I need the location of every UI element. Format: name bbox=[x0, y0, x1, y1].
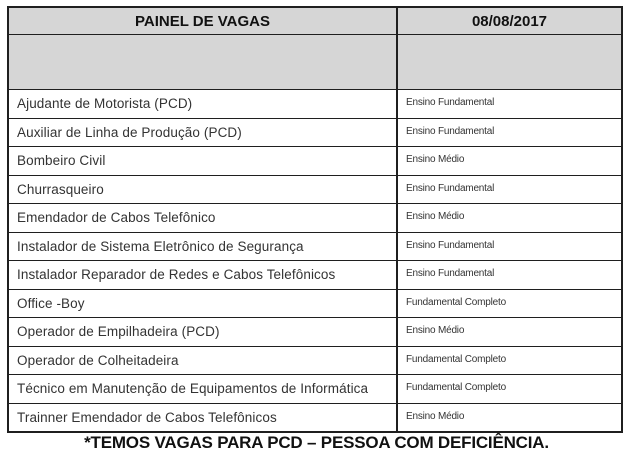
job-title-cell: Trainner Emendador de Cabos Telefônicos bbox=[9, 404, 398, 432]
requirement-cell: Fundamental Completo bbox=[406, 382, 506, 393]
table-row bbox=[9, 260, 621, 289]
job-title-cell: Instalador Reparador de Redes e Cabos Telefônicos bbox=[9, 261, 398, 289]
table-row bbox=[9, 289, 621, 318]
table-row bbox=[9, 232, 621, 261]
requirement-cell: Ensino Fundamental bbox=[406, 268, 495, 279]
requirement-cell: Fundamental Completo bbox=[406, 353, 506, 365]
table-header-date: 08/08/2017 bbox=[471, 12, 548, 30]
pcd-footnote: *TEMOS VAGAS PARA PCD – PESSOA COM DEFICIÊNCIA. bbox=[84, 433, 549, 452]
requirement-cell: Ensino Médio bbox=[406, 325, 465, 336]
spacer-cell-right bbox=[398, 35, 621, 89]
job-title-cell: Técnico em Manutenção de Equipamentos de Informática bbox=[9, 375, 398, 403]
spacer-cell-left bbox=[9, 35, 398, 89]
table-row bbox=[9, 146, 621, 175]
table-header-title: PAINEL DE VAGAS bbox=[9, 8, 398, 34]
job-title-cell: Churrasqueiro bbox=[9, 176, 398, 204]
job-title-cell: Auxiliar de Linha de Produção (PCD) bbox=[9, 119, 398, 147]
job-title-cell: Instalador de Sistema Eletrônico de Segurança bbox=[9, 233, 398, 261]
requirement-cell: Ensino Médio bbox=[406, 410, 465, 422]
job-title-cell: Operador de Empilhadeira (PCD) bbox=[9, 318, 398, 346]
job-title-cell: Emendador de Cabos Telefônico bbox=[9, 204, 398, 232]
job-title-cell: Office -Boy bbox=[9, 290, 398, 318]
requirement-cell: Ensino Médio bbox=[406, 154, 465, 165]
table-row bbox=[9, 203, 621, 232]
requirement-cell: Ensino Fundamental bbox=[406, 125, 495, 137]
table-row bbox=[9, 118, 621, 147]
job-title-cell: Bombeiro Civil bbox=[9, 147, 398, 175]
job-title-cell: Ajudante de Motorista (PCD) bbox=[9, 90, 398, 118]
table-row bbox=[9, 175, 621, 204]
table-spacer-row bbox=[9, 34, 621, 89]
job-title-cell: Operador de Colheitadeira bbox=[9, 347, 398, 375]
requirement-cell: Fundamental Completo bbox=[406, 296, 506, 308]
requirement-cell: Ensino Fundamental bbox=[406, 97, 495, 108]
table-row bbox=[9, 403, 621, 432]
requirement-cell: Ensino Fundamental bbox=[406, 182, 495, 194]
requirement-cell: Ensino Fundamental bbox=[406, 239, 495, 251]
table-row bbox=[9, 346, 621, 375]
table-row bbox=[9, 317, 621, 346]
table-row bbox=[9, 89, 621, 118]
table-header-row bbox=[9, 8, 621, 34]
vacancy-panel-table bbox=[7, 6, 623, 433]
requirement-cell: Ensino Médio bbox=[406, 211, 465, 222]
table-row bbox=[9, 374, 621, 403]
